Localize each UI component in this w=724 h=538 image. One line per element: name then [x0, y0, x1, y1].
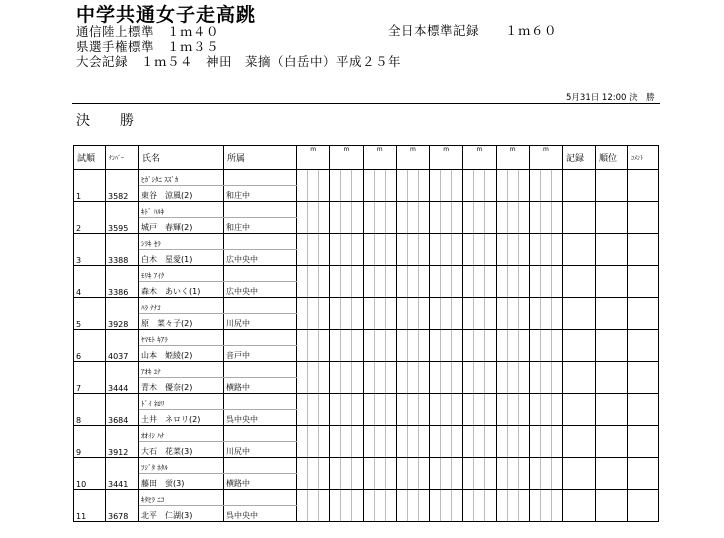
record-cell [563, 298, 596, 330]
attempt-cell [529, 394, 562, 426]
meet-record: 大会記録 １ｍ５４ 神田 菜摘（白岳中）平成２５年 [76, 54, 402, 69]
record-cell [563, 170, 596, 202]
attempt-cell [363, 362, 396, 394]
rank-cell [596, 394, 628, 426]
attempt-cell [363, 394, 396, 426]
name-cell: 原 菜々子(2) [139, 314, 224, 330]
name-kana-cell: ｷﾀﾋﾗ ﾆｺ [139, 490, 224, 506]
attempt-cell [463, 362, 496, 394]
athlete-row [74, 202, 659, 218]
col-name: 氏名 [139, 146, 224, 170]
col-rank: 順位 [596, 146, 628, 170]
team-kana-cell [224, 394, 297, 410]
col-height: m [529, 146, 562, 170]
name-kana-cell: ﾄﾞｲ ﾈﾛﾘ [139, 394, 224, 410]
attempt-cell [396, 234, 429, 266]
rank-cell [596, 458, 628, 490]
attempt-cell [330, 458, 363, 490]
team-cell: 広中央中 [224, 282, 297, 298]
attempt-cell [430, 394, 463, 426]
attempt-cell [396, 298, 429, 330]
col-height: m [330, 146, 363, 170]
order-cell: 10 [74, 458, 106, 490]
attempt-cell [430, 362, 463, 394]
attempt-cell [463, 170, 496, 202]
attempt-cell [463, 394, 496, 426]
record-cell [563, 394, 596, 426]
team-kana-cell [224, 458, 297, 474]
rank-cell [596, 202, 628, 234]
attempt-cell [330, 490, 363, 522]
rank-cell [596, 490, 628, 522]
team-cell: 音戸中 [224, 346, 297, 362]
bib-number-cell: 3444 [106, 362, 139, 394]
athlete-row [74, 170, 659, 186]
attempt-cell [363, 298, 396, 330]
attempt-cell [330, 298, 363, 330]
attempt-cell [330, 426, 363, 458]
attempt-cell [430, 298, 463, 330]
attempt-cell [396, 394, 429, 426]
comment-cell [628, 458, 659, 490]
name-cell: 山本 姫綾(2) [139, 346, 224, 362]
attempt-cell [297, 234, 330, 266]
team-kana-cell [224, 202, 297, 218]
attempt-cell [529, 362, 562, 394]
comment-cell [628, 298, 659, 330]
attempt-cell [396, 490, 429, 522]
round-label: 決 勝 [76, 113, 142, 129]
name-kana-cell: ﾓﾘｷ ｱｲｸ [139, 266, 224, 282]
team-cell: 川尻中 [224, 442, 297, 458]
name-kana-cell: ｼﾗｷ ｾﾗ [139, 234, 224, 250]
order-cell: 4 [74, 266, 106, 298]
attempt-cell [363, 170, 396, 202]
comment-cell [628, 202, 659, 234]
team-kana-cell [224, 234, 297, 250]
order-cell: 5 [74, 298, 106, 330]
record-cell [563, 330, 596, 362]
col-team: 所属 [224, 146, 297, 170]
name-kana-cell: ｱｵｷ ﾕﾅ [139, 362, 224, 378]
order-cell: 6 [74, 330, 106, 362]
attempt-cell [363, 426, 396, 458]
attempt-cell [396, 426, 429, 458]
attempt-cell [363, 458, 396, 490]
name-cell: 青木 優奈(2) [139, 378, 224, 394]
col-height: m [396, 146, 429, 170]
attempt-cell [396, 202, 429, 234]
col-height: m [496, 146, 529, 170]
col-comment: ｺﾒﾝﾄ [628, 146, 659, 170]
attempt-cell [330, 362, 363, 394]
athlete-row [74, 458, 659, 474]
bib-number-cell: 3912 [106, 426, 139, 458]
team-cell: 横路中 [224, 378, 297, 394]
name-kana-cell: ﾌｼﾞﾀ ﾎﾀﾙ [139, 458, 224, 474]
team-kana-cell [224, 490, 297, 506]
attempt-cell [297, 298, 330, 330]
team-cell: 横路中 [224, 474, 297, 490]
national-standard-value: １ｍ６０ [505, 23, 558, 38]
attempt-cell [430, 490, 463, 522]
col-number: ﾅﾝﾊﾞｰ [106, 146, 139, 170]
name-cell: 白木 星愛(1) [139, 250, 224, 266]
name-kana-cell: ﾊﾗ ﾅﾅｺ [139, 298, 224, 314]
bib-number-cell: 3678 [106, 490, 139, 522]
attempt-cell [463, 330, 496, 362]
results-table [73, 145, 659, 522]
attempt-cell [529, 170, 562, 202]
name-kana-cell: ﾋｶﾞｼﾀﾆ ｽｽﾞｶ [139, 170, 224, 186]
col-height: m [297, 146, 330, 170]
event-datetime: 5月31日 12:00 決 勝 [566, 93, 655, 103]
attempt-cell [430, 266, 463, 298]
attempt-cell [363, 490, 396, 522]
attempt-cell [496, 266, 529, 298]
rank-cell [596, 426, 628, 458]
name-kana-cell: ｵｵｲｼ ﾊﾅ [139, 426, 224, 442]
attempt-cell [529, 266, 562, 298]
order-cell: 3 [74, 234, 106, 266]
record-cell [563, 426, 596, 458]
attempt-cell [430, 234, 463, 266]
attempt-cell [330, 170, 363, 202]
attempt-cell [430, 426, 463, 458]
attempt-cell [463, 490, 496, 522]
athlete-row [74, 266, 659, 282]
attempt-cell [297, 202, 330, 234]
team-cell: 広中央中 [224, 250, 297, 266]
attempt-cell [529, 330, 562, 362]
bib-number-cell: 4037 [106, 330, 139, 362]
col-height: m [363, 146, 396, 170]
comment-cell [628, 234, 659, 266]
attempt-cell [496, 426, 529, 458]
rank-cell [596, 362, 628, 394]
comment-cell [628, 266, 659, 298]
attempt-cell [496, 490, 529, 522]
bib-number-cell: 3582 [106, 170, 139, 202]
athlete-row [74, 490, 659, 506]
team-kana-cell [224, 170, 297, 186]
rank-cell [596, 170, 628, 202]
attempt-cell [297, 266, 330, 298]
attempt-cell [496, 394, 529, 426]
header-divider [72, 103, 660, 104]
rank-cell [596, 266, 628, 298]
name-kana-cell: ﾔﾏﾓﾄ ｷｱﾗ [139, 330, 224, 346]
attempt-cell [430, 202, 463, 234]
attempt-cell [396, 170, 429, 202]
name-cell: 大石 花菜(3) [139, 442, 224, 458]
attempt-cell [463, 234, 496, 266]
order-cell: 2 [74, 202, 106, 234]
attempt-cell [430, 170, 463, 202]
attempt-cell [297, 170, 330, 202]
rank-cell [596, 330, 628, 362]
attempt-cell [496, 202, 529, 234]
attempt-cell [396, 362, 429, 394]
attempt-cell [496, 234, 529, 266]
col-order: 試順 [74, 146, 106, 170]
team-cell: 川尻中 [224, 314, 297, 330]
attempt-cell [396, 266, 429, 298]
col-height: m [463, 146, 496, 170]
attempt-cell [496, 330, 529, 362]
record-cell [563, 266, 596, 298]
rank-cell [596, 234, 628, 266]
attempt-cell [463, 298, 496, 330]
attempt-cell [463, 266, 496, 298]
team-kana-cell [224, 266, 297, 282]
attempt-cell [496, 362, 529, 394]
bib-number-cell: 3595 [106, 202, 139, 234]
record-cell [563, 458, 596, 490]
attempt-cell [396, 458, 429, 490]
attempt-cell [496, 170, 529, 202]
comment-cell [628, 330, 659, 362]
athlete-row [74, 362, 659, 378]
attempt-cell [396, 330, 429, 362]
bib-number-cell: 3441 [106, 458, 139, 490]
bib-number-cell: 3684 [106, 394, 139, 426]
name-cell: 城戸 春輝(2) [139, 218, 224, 234]
name-cell: 東谷 涼風(2) [139, 186, 224, 202]
athlete-row [74, 426, 659, 442]
attempt-cell [297, 330, 330, 362]
team-kana-cell [224, 330, 297, 346]
attempt-cell [463, 458, 496, 490]
comment-cell [628, 362, 659, 394]
attempt-cell [463, 202, 496, 234]
attempt-cell [529, 298, 562, 330]
attempt-cell [529, 426, 562, 458]
attempt-cell [430, 458, 463, 490]
record-cell [563, 234, 596, 266]
comment-cell [628, 170, 659, 202]
team-kana-cell [224, 362, 297, 378]
name-cell: 土井 ネロリ(2) [139, 410, 224, 426]
attempt-cell [529, 202, 562, 234]
comment-cell [628, 394, 659, 426]
order-cell: 7 [74, 362, 106, 394]
attempt-cell [430, 330, 463, 362]
national-standard [388, 21, 557, 39]
order-cell: 9 [74, 426, 106, 458]
tsushin-standard: 通信陸上標準 １ｍ４０ [76, 24, 220, 39]
attempt-cell [330, 394, 363, 426]
athlete-row [74, 298, 659, 314]
bib-number-cell: 3386 [106, 266, 139, 298]
rank-cell [596, 298, 628, 330]
prefectural-standard: 県選手権標準 １ｍ３５ [76, 39, 220, 54]
team-cell: 和庄中 [224, 218, 297, 234]
attempt-cell [297, 458, 330, 490]
comment-cell [628, 490, 659, 522]
team-cell: 呉中央中 [224, 410, 297, 426]
name-cell: 森木 あいく(1) [139, 282, 224, 298]
team-cell: 和庄中 [224, 186, 297, 202]
table-header-row [74, 146, 659, 170]
attempt-cell [463, 426, 496, 458]
attempt-cell [529, 458, 562, 490]
team-kana-cell [224, 298, 297, 314]
attempt-cell [363, 202, 396, 234]
attempt-cell [330, 202, 363, 234]
attempt-cell [330, 266, 363, 298]
attempt-cell [496, 458, 529, 490]
attempt-cell [330, 234, 363, 266]
record-cell [563, 362, 596, 394]
attempt-cell [297, 394, 330, 426]
attempt-cell [529, 490, 562, 522]
order-cell: 1 [74, 170, 106, 202]
team-cell: 呉中央中 [224, 506, 297, 522]
attempt-cell [529, 234, 562, 266]
team-kana-cell [224, 426, 297, 442]
national-standard-label: 全日本標準記録 [388, 23, 480, 38]
athlete-row [74, 394, 659, 410]
attempt-cell [496, 298, 529, 330]
order-cell: 8 [74, 394, 106, 426]
event-title: 中学共通女子走高跳 [76, 4, 257, 26]
attempt-cell [330, 330, 363, 362]
order-cell: 11 [74, 490, 106, 522]
attempt-cell [363, 266, 396, 298]
record-cell [563, 202, 596, 234]
name-cell: 北平 仁湖(3) [139, 506, 224, 522]
bib-number-cell: 3928 [106, 298, 139, 330]
bib-number-cell: 3388 [106, 234, 139, 266]
attempt-cell [363, 330, 396, 362]
col-record: 記録 [563, 146, 596, 170]
attempt-cell [297, 490, 330, 522]
athlete-row [74, 234, 659, 250]
name-cell: 藤田 蛍(3) [139, 474, 224, 490]
record-cell [563, 490, 596, 522]
comment-cell [628, 426, 659, 458]
col-height: m [430, 146, 463, 170]
attempt-cell [297, 362, 330, 394]
name-kana-cell: ｷﾄﾞ ﾊﾙｷ [139, 202, 224, 218]
athlete-row [74, 330, 659, 346]
attempt-cell [297, 426, 330, 458]
attempt-cell [363, 234, 396, 266]
